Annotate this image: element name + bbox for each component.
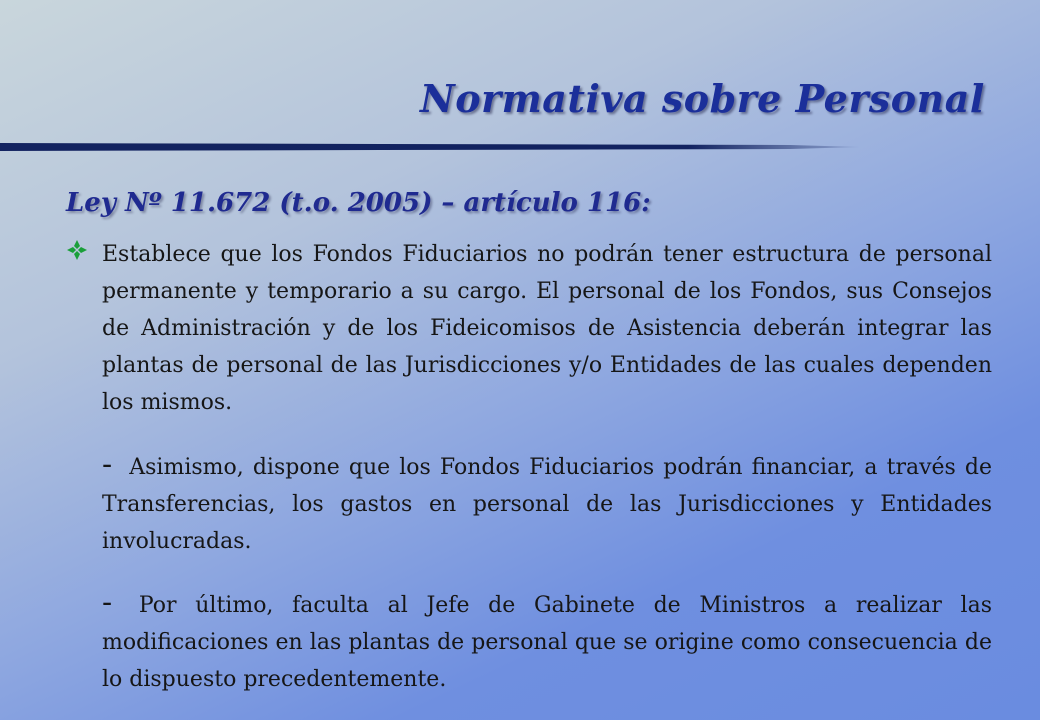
paragraph-1 xyxy=(102,236,992,421)
dash-marker: - xyxy=(102,447,113,482)
slide-title: Normativa sobre Personal xyxy=(420,76,985,121)
dash-marker: - xyxy=(102,585,113,620)
diamond-bullet-icon xyxy=(66,239,88,261)
paragraph-1-text: Establece que los Fondos Fiduciarios no podrán tener estructura de personal permanente y temporario a su cargo. El personal de los Fondos, sus Consejos de Administración y de los Fideicomisos de Asistencia deberán integrar las plantas de personal de las Jurisdicciones y/o Entidades de las cuales dependen los mismos. xyxy=(102,242,992,415)
title-underline-rule xyxy=(0,143,860,151)
paragraph-2 xyxy=(102,446,992,560)
law-heading: Ley Nº 11.672 (t.o. 2005) – artículo 116: xyxy=(66,188,651,218)
paragraph-3 xyxy=(102,584,992,698)
paragraph-3-text: Por último, faculta al Jefe de Gabinete de Ministros a realizar las modificaciones en las plantas de personal que se origine como consecuencia de lo dispuesto precedentemente. xyxy=(102,593,992,692)
paragraph-2-text: Asimismo, dispone que los Fondos Fiduciarios podrán financiar, a través de Transferencias, los gastos en personal de las Jurisdicciones y Entidades involucradas. xyxy=(102,455,993,554)
